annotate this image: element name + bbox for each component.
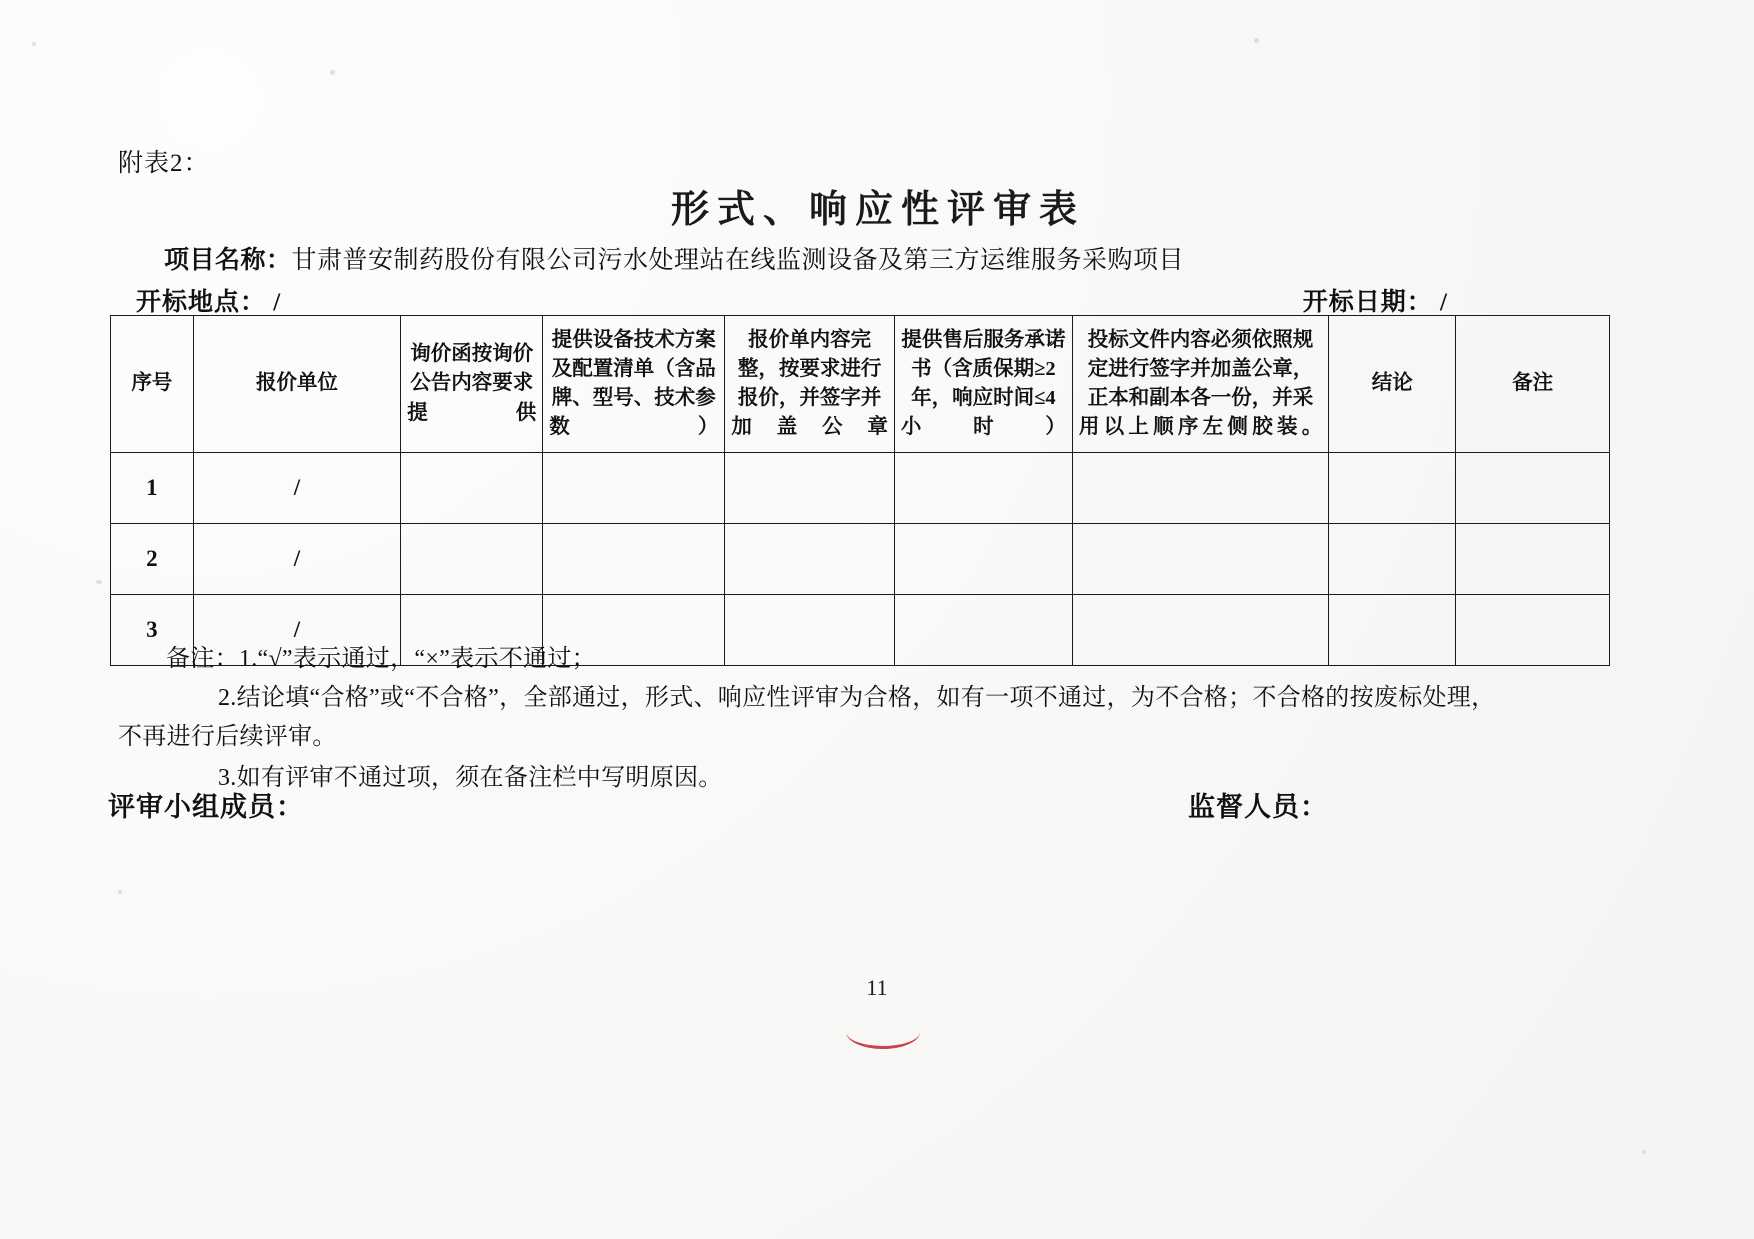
scan-speck (32, 42, 36, 46)
bid-date-value: / (1440, 289, 1448, 316)
table-header-criteria-3: 报价单内容完整，按要求进行报价，并签字并加盖公章 (725, 316, 894, 453)
cell-criteria-5[interactable] (1072, 453, 1328, 524)
note-line-1: 备注：1.“√”表示通过，“×”表示不通过； (166, 646, 596, 672)
scan-speck (1254, 38, 1259, 43)
cell-unit[interactable]: / (193, 524, 401, 595)
table-header-row (111, 316, 1610, 453)
bid-place-value: / (273, 289, 282, 316)
project-name-line (164, 240, 1184, 276)
cell-criteria-5[interactable] (1072, 524, 1328, 595)
cell-criteria-2[interactable] (543, 453, 725, 524)
bid-date (1303, 282, 1448, 318)
bid-meta-row (136, 282, 1626, 318)
cell-unit[interactable]: / (193, 595, 401, 666)
red-stamp-mark (846, 1032, 920, 1049)
note-line-2-part1: 2.结论填“合格”或“不合格”，全部通过，形式、响应性评审为合格，如有一项不通过，为不合格；不合格的按废标处理， (218, 684, 1496, 711)
project-name-value: 甘肃普安制药股份有限公司污水处理站在线监测设备及第三方运维服务采购项目 (291, 247, 1185, 274)
review-group-label: 评审小组成员： (108, 792, 304, 822)
cell-unit[interactable]: / (193, 453, 401, 524)
scan-speck (118, 890, 122, 894)
table-header-unit: 报价单位 (193, 316, 401, 453)
table-header-criteria-4: 提供售后服务承诺书（含质保期≥2年，响应时间≤4小时） (894, 316, 1072, 453)
page-title: 形式、响应性评审表 (670, 189, 1085, 231)
cell-criteria-1[interactable] (401, 524, 543, 595)
cell-criteria-4[interactable] (894, 453, 1072, 524)
table-header-criteria-2: 提供设备技术方案及配置清单（含品牌、型号、技术参数） (543, 316, 725, 453)
table-row (111, 524, 1610, 595)
table-header-conclusion: 结论 (1329, 316, 1456, 453)
table-row (111, 453, 1610, 524)
table-header-criteria-5: 投标文件内容必须依照规定进行签字并加盖公章，正本和副本各一份，并采用以上顺序左侧胶装。 (1072, 316, 1328, 453)
cell-criteria-4[interactable] (894, 524, 1072, 595)
notes-block (118, 640, 1638, 798)
note-line-3: 3.如有评审不通过项，须在备注栏中写明原因。 (218, 764, 723, 791)
attachment-label: 附表2： (118, 150, 210, 177)
cell-conclusion[interactable] (1329, 524, 1456, 595)
table-header-remark: 备注 (1456, 316, 1610, 453)
signature-row (108, 785, 1608, 824)
cell-seq: 1 (111, 453, 194, 524)
bid-place-label: 开标地点： (136, 289, 267, 316)
scan-speck (1642, 1150, 1646, 1154)
cell-remark[interactable] (1456, 453, 1610, 524)
note-line-2-part2: 不再进行后续评审。 (118, 723, 337, 750)
cell-criteria-1[interactable] (401, 453, 543, 524)
supervisor-label: 监督人员： (1188, 792, 1328, 822)
page-number: 11 (866, 975, 888, 1000)
cell-conclusion[interactable] (1329, 453, 1456, 524)
cell-seq: 3 (111, 595, 194, 666)
bid-date-label: 开标日期： (1302, 289, 1433, 316)
note-line-2 (118, 679, 1638, 757)
cell-criteria-3[interactable] (725, 524, 894, 595)
cell-criteria-3[interactable] (725, 453, 894, 524)
bid-place (136, 282, 281, 318)
scan-speck (96, 580, 102, 584)
cell-seq: 2 (111, 524, 194, 595)
cell-remark[interactable] (1456, 524, 1610, 595)
scan-speck (330, 70, 335, 75)
table-header-criteria-1: 询价函按询价公告内容要求提供 (401, 316, 543, 453)
cell-criteria-2[interactable] (543, 524, 725, 595)
evaluation-table (110, 315, 1610, 666)
project-name-label: 项目名称： (164, 247, 292, 274)
table-header-seq: 序号 (111, 316, 194, 453)
